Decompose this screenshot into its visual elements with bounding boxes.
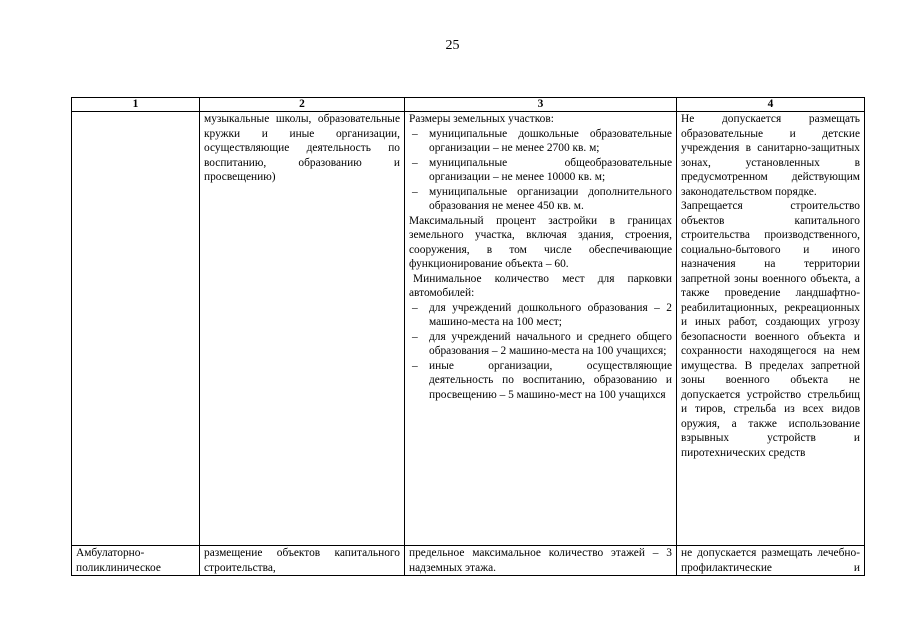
table-header-row bbox=[72, 98, 865, 112]
page-number: 25 bbox=[445, 38, 460, 53]
row1-restrictions-cell bbox=[677, 112, 865, 546]
column-header-4: 4 bbox=[677, 98, 865, 112]
parking-intro: Минимальное количество мест для парковки автомобилей: bbox=[409, 272, 672, 299]
parking-list bbox=[409, 301, 672, 403]
column-header-3: 3 bbox=[405, 98, 677, 112]
list-item: – муниципальные общеобразовательные организации – не менее 10000 кв. м; bbox=[409, 156, 672, 185]
row2-type-cell: Амбулаторно-поликлиническое bbox=[72, 546, 200, 576]
table-row bbox=[72, 112, 865, 546]
list-item: – муниципальные организации дополнительного образования не менее 450 кв. м. bbox=[409, 185, 672, 214]
list-item: – для учреждений начального и среднего общего образования – 2 машино-места на 100 учащихся; bbox=[409, 330, 672, 359]
list-item: – муниципальные дошкольные образовательные организации – не менее 2700 кв. м; bbox=[409, 127, 672, 156]
restriction-military-zone: Запрещается строительство объектов капитального строительства производственного, социально-бытового и иного назначения на территории запретной зоны военного объекта, а также проведение ландшафтно-реабилитационных, рекреационных и иных работ, создающих угрозу безопасности военного объекта и сохранности находящегося на нем имущества. В пределах запретной зоны военного объекта не допускается устройство стрельбищ и тиров, стрельба из всех видов оружия, а также использование взрывных устройств и пиротехнических средств bbox=[681, 200, 860, 459]
land-sizes-intro: Размеры земельных участков: bbox=[409, 113, 554, 125]
list-item: – для учреждений дошкольного образования – 2 машино-места на 100 мест; bbox=[409, 301, 672, 330]
row2-restrictions-cell: не допускается размещать лечебно-профилактические и bbox=[677, 546, 865, 576]
row2-parameters-cell: предельное максимальное количество этажей – 3 надземных этажа. bbox=[405, 546, 677, 576]
zoning-regulations-table bbox=[71, 97, 865, 576]
row1-description-text: музыкальные школы, образовательные кружки и иные организации, осуществляющие деятельность по воспитанию, образованию и просвещению) bbox=[204, 113, 400, 183]
row1-description-cell bbox=[200, 112, 405, 546]
table-row bbox=[72, 546, 865, 576]
restriction-sanitary-zones: Не допускается размещать образовательные и детские учреждения в санитарно-защитных зонах, установленных в предусмотренном действующим законодательством порядке. bbox=[681, 113, 860, 198]
row2-description-cell: размещение объектов капитального строительства, bbox=[200, 546, 405, 576]
column-header-2: 2 bbox=[200, 98, 405, 112]
row1-type-cell bbox=[72, 112, 200, 546]
row1-parameters-cell bbox=[405, 112, 677, 546]
column-header-1: 1 bbox=[72, 98, 200, 112]
list-item: – иные организации, осуществляющие деятельность по воспитанию, образованию и просвещению – 5 машино-мест на 100 учащихся bbox=[409, 359, 672, 403]
land-sizes-list bbox=[409, 127, 672, 214]
max-building-percent: Максимальный процент застройки в границах земельного участка, включая здания, строения, сооружения, в том числе обеспечивающие функционирование объекта – 60. bbox=[409, 214, 672, 270]
